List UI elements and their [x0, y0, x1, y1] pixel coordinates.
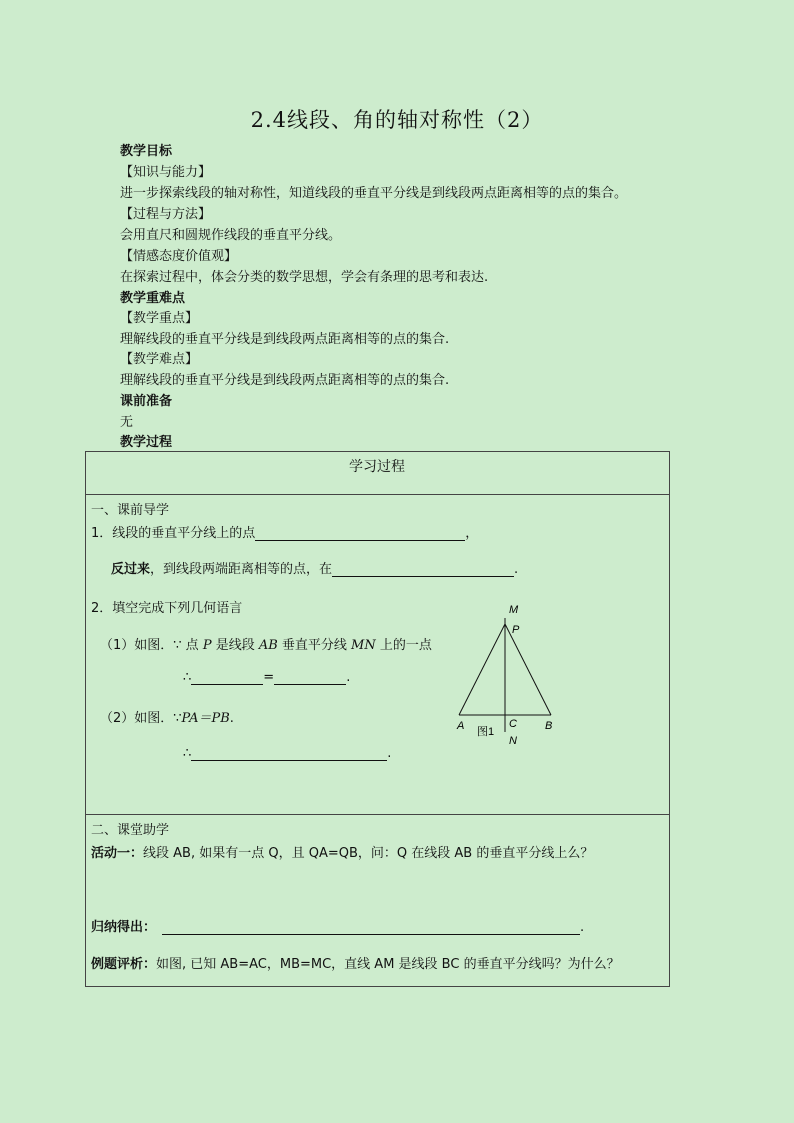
- segment-pb: [505, 624, 551, 715]
- p1-text: （1）如图．∵ 点: [100, 638, 203, 653]
- table-divider: [85, 814, 669, 815]
- figure-triangle: [448, 598, 568, 750]
- p1-text: 上的一点: [375, 638, 432, 653]
- period: .: [346, 670, 351, 685]
- process-heading: 教学过程: [120, 435, 173, 450]
- process-tag: 【过程与方法】: [120, 207, 212, 222]
- difficulty-tag: 【教学难点】: [120, 352, 199, 367]
- q1b-end: .: [514, 562, 519, 577]
- conclusion-line: [91, 916, 584, 935]
- p2-expression: PA＝PB: [181, 711, 230, 726]
- emotion-tag: 【情感态度价值观】: [120, 249, 238, 264]
- focus-tag: 【教学重点】: [120, 311, 199, 326]
- activity-line: [91, 842, 593, 861]
- process-text: 会用直尺和圆规作线段的垂直平分线。: [120, 228, 342, 243]
- answer-blank[interactable]: [255, 526, 465, 541]
- label-n: N: [509, 735, 517, 747]
- example-label: 例题评析：: [91, 957, 157, 972]
- label-c: C: [509, 718, 517, 730]
- q1b-line: [111, 558, 518, 577]
- emotion-text: 在探索过程中，体会分类的数学思想，学会有条理的思考和表达.: [120, 270, 489, 285]
- figure-caption: 图1: [477, 726, 495, 738]
- q1-text: 1．线段的垂直平分线上的点: [91, 526, 256, 541]
- period: .: [229, 711, 234, 726]
- focus-text: 理解线段的垂直平分线是到线段两点距离相等的点的集合.: [120, 332, 450, 347]
- p1-text: 是线段: [211, 638, 259, 653]
- example-text: 如图, 已知 AB=AC，MB=MC，直线 AM 是线段 BC 的垂直平分线吗？为什么？: [156, 957, 620, 972]
- conclusion-label: 归纳得出：: [91, 920, 157, 935]
- activity-label: 活动一：: [91, 846, 144, 861]
- q1-line: [91, 522, 478, 541]
- p2-answer: [183, 746, 391, 761]
- therefore-symbol: ∴: [183, 746, 192, 761]
- knowledge-text: 进一步探索线段的轴对称性，知道线段的垂直平分线是到线段两点距离相等的点的集合。: [120, 186, 628, 201]
- q1b-text: ，到线段两端距离相等的点，在: [150, 562, 333, 577]
- label-p: P: [512, 624, 520, 636]
- q1b-bold: 反过来: [111, 562, 151, 577]
- answer-blank[interactable]: [191, 746, 387, 761]
- difficulty-text: 理解线段的垂直平分线是到线段两点距离相等的点的集合.: [120, 373, 450, 388]
- equals-sign: =: [263, 670, 275, 685]
- answer-blank[interactable]: [332, 562, 514, 577]
- table-header: 学习过程: [349, 459, 405, 475]
- label-a: A: [457, 720, 465, 732]
- table-divider: [85, 494, 669, 495]
- keypoints-heading: 教学重难点: [120, 291, 186, 306]
- answer-blank[interactable]: [274, 670, 346, 685]
- p1-line: [100, 634, 432, 653]
- prep-text: 无: [120, 415, 134, 430]
- therefore-symbol: ∴: [183, 670, 192, 685]
- p2-text: （2）如图．∵: [100, 711, 182, 726]
- label-m: M: [509, 604, 519, 616]
- page-title: 2.4线段、角的轴对称性（2）: [250, 108, 544, 132]
- label-b: B: [545, 720, 553, 732]
- activity-text: 线段 AB, 如果有一点 Q，且 QA=QB，问：Q 在线段 AB 的垂直平分线上么？: [143, 846, 594, 861]
- p1-line-mn: MN: [351, 638, 376, 653]
- q1-end: ，: [465, 526, 479, 541]
- p1-segment: AB: [258, 638, 278, 653]
- objectives-heading: 教学目标: [120, 144, 173, 159]
- section2-heading: 二、课堂助学: [91, 823, 170, 838]
- prep-heading: 课前准备: [120, 394, 173, 409]
- answer-blank[interactable]: [191, 670, 263, 685]
- period: .: [580, 920, 585, 935]
- period: .: [387, 746, 392, 761]
- segment-pa: [459, 624, 505, 715]
- answer-blank[interactable]: [162, 920, 580, 935]
- knowledge-tag: 【知识与能力】: [120, 165, 212, 180]
- q2-text: 2．填空完成下列几何语言: [91, 601, 243, 616]
- p2-line: [100, 707, 234, 726]
- p1-point: P: [202, 638, 212, 653]
- p1-answer: [183, 670, 350, 685]
- section1-heading: 一、课前导学: [91, 503, 170, 518]
- p1-text: 垂直平分线: [277, 638, 352, 653]
- example-line: [91, 953, 620, 972]
